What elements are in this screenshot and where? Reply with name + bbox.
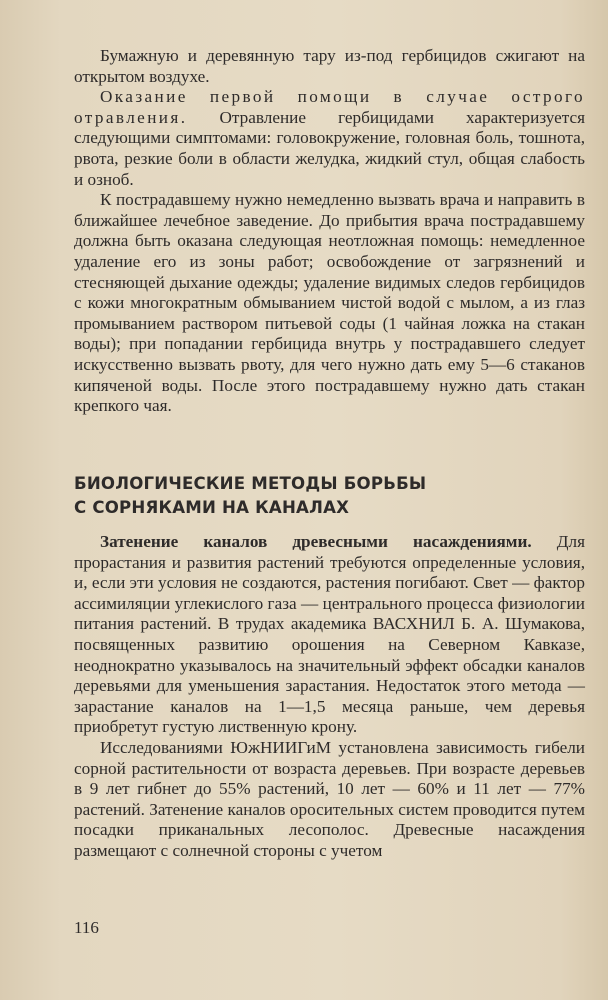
first-aid-lead: Оказание первой помощи в случае острого отравления. bbox=[74, 87, 585, 127]
paragraph-text: Для прорастания и развития растений требуются определенные условия, и, если эти условия не создаются, растения погибают. Свет — фактор ассимиляции углекислого газа — центрального процесса физиологии питания растений. В трудах академика ВАСХНИЛ Б. А. Шумакова, посвященных развитию орошения на Северном Кавказе, неоднократно указывалось на значительный эффект обсадки каналов деревьями для уменьшения зарастания. Недостаток этого метода — зарастание каналов на 1—1,5 месяца раньше, чем деревья приобретут густую лиственную крону. bbox=[74, 532, 585, 737]
section-heading-line-1: БИОЛОГИЧЕСКИЕ МЕТОДЫ БОРЬБЫ bbox=[74, 474, 427, 493]
bottom-text-block bbox=[74, 532, 585, 862]
section-heading bbox=[74, 472, 585, 520]
shading-lead: Затенение каналов древесными насаждениями. bbox=[100, 532, 532, 551]
paragraph-text: Бумажную и деревянную тару из-под гербицидов сжигают на открытом воздухе. bbox=[74, 46, 585, 86]
page-number: 116 bbox=[74, 918, 99, 937]
top-text-block bbox=[74, 46, 585, 417]
paragraph-research-results bbox=[74, 738, 585, 862]
paragraph-shading-channels bbox=[74, 532, 585, 738]
paragraph-text: Исследованиями ЮжНИИГиМ установлена зависимость гибели сорной растительности от возраста деревьев. При возрасте деревьев в 9 лет гибнет до 55% растений, 10 лет — 60% и 11 лет — 77% растений. Затенение каналов оросительных систем проводится путем посадки приканальных лесополос. Древесные насаждения размещают с солнечной стороны с учетом bbox=[74, 737, 585, 860]
paragraph-text: К пострадавшему нужно немедленно вызвать врача и направить в ближайшее лечебное заведение. До прибытия врача пострадавшему должна быть оказана следующая неотложная помощь: немедленное удаление его из зоны работ; освобождение от загрязнений и стесняющей дыхание одежды; удаление видимых следов гербицидов с кожи многократным обмыванием чистой водой с мылом, а из глаз промыванием раствором питьевой соды (1 чайная ложка на стакан воды); при попадании гербицида внутрь у пострадавшего следует искусственно вызвать рвоту, для чего нужно дать ему 5—6 стаканов кипяченой воды. После этого пострадавшему нужно дать стакан крепкого чая. bbox=[74, 190, 585, 416]
paragraph-emergency-help bbox=[74, 190, 585, 417]
paragraph-tare-disposal bbox=[74, 46, 585, 87]
section-heading-line-2: С СОРНЯКАМИ НА КАНАЛАХ bbox=[74, 498, 350, 517]
paragraph-text: Отравление гербицидами характеризуется следующими симптомами: головокружение, головная боль, тошнота, рвота, резкие боли в области желудка, жидкий стул, общая слабость и озноб. bbox=[74, 107, 585, 189]
paragraph-first-aid bbox=[74, 87, 585, 190]
